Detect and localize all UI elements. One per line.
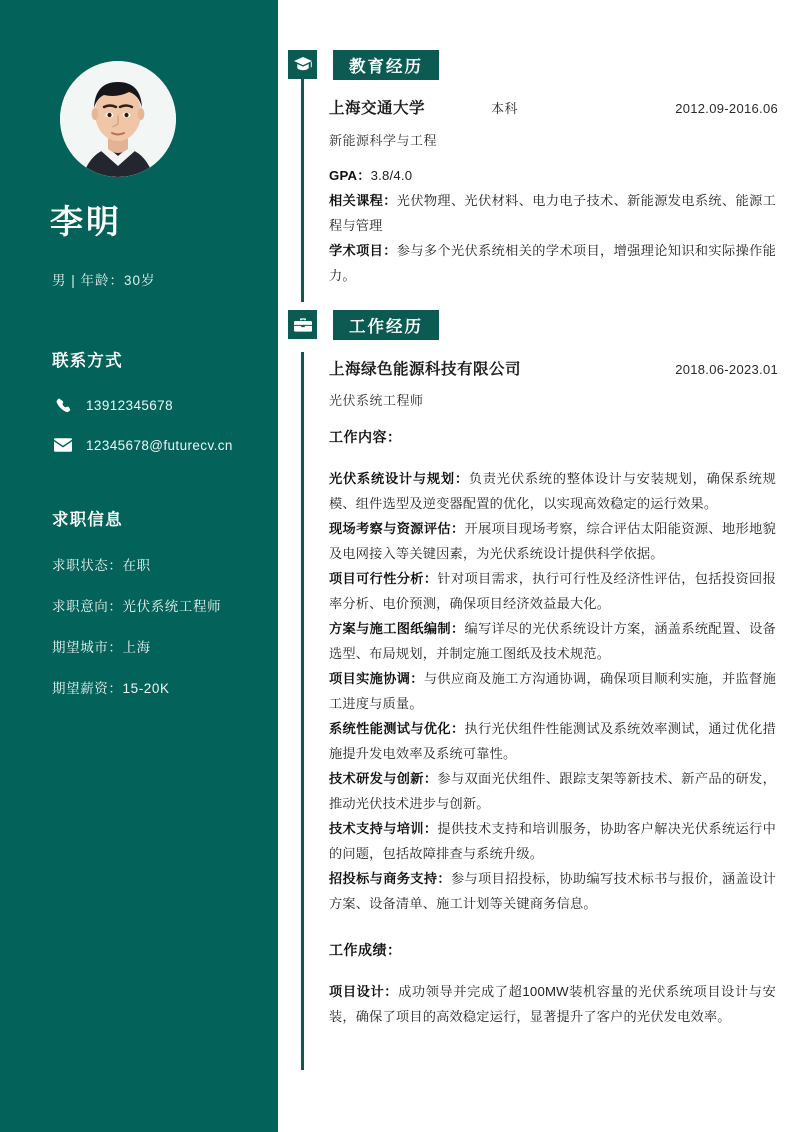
duty-item (329, 516, 776, 566)
duty-item-text: 针对项目需求，执行可行性及经济性评估，包括投资回报率分析、电价预测，确保项目经济效益最大化。 (329, 571, 776, 611)
education-details (329, 163, 776, 288)
work-details (329, 425, 776, 1029)
duty-item-label: 项目实施协调： (329, 671, 424, 686)
duty-item-label: 招投标与商务支持： (329, 871, 451, 886)
duty-item (329, 466, 776, 516)
timeline-rail-work (301, 352, 304, 1070)
duty-item-text: 开展项目现场考察，综合评估太阳能资源、地形地貌及电网接入等关键因素，为光伏系统设计提供科学依据。 (329, 521, 777, 561)
phone-icon (54, 396, 72, 414)
mail-icon (54, 436, 72, 454)
work-daterange: 2018.06-2023.01 (675, 362, 778, 377)
job-role: 光伏系统工程师 (329, 393, 424, 408)
work-entry-head (329, 357, 778, 379)
duty-item-label: 技术研发与创新： (329, 771, 438, 786)
duty-item (329, 666, 776, 716)
timeline-rail-education (301, 78, 304, 302)
section-title-work: 工作经历 (333, 310, 439, 340)
education-daterange: 2012.09-2016.06 (675, 101, 778, 116)
sidebar (0, 0, 278, 1132)
duty-item (329, 616, 776, 666)
briefcase-icon (288, 310, 317, 339)
achievements-list (329, 979, 776, 1029)
jobinfo-status: 求职状态：在职 (52, 558, 151, 573)
duty-item-label: 现场考察与资源评估： (329, 521, 465, 536)
jobinfo-intent: 求职意向：光伏系统工程师 (52, 599, 222, 614)
duty-item (329, 766, 776, 816)
achievement-item (329, 979, 776, 1029)
main-content (278, 0, 800, 1132)
duty-item (329, 716, 776, 766)
duty-item-label: 系统性能测试与优化： (329, 721, 465, 736)
gpa-label: GPA： (329, 168, 371, 183)
duty-item-text: 参与双面光伏组件、跟踪支架等新技术、新产品的研发，推动光伏技术进步与创新。 (329, 771, 776, 811)
courses-line (329, 188, 776, 238)
duties-list (329, 466, 776, 916)
page-title: 李明 (50, 203, 122, 240)
duty-item-text: 编写详尽的光伏系统设计方案，涵盖系统配置、设备选型、布局规划，并制定施工图纸及技术规范。 (329, 621, 777, 661)
avatar (60, 61, 176, 177)
duty-item-text: 与供应商及施工方沟通协调，确保项目顺利实施，并监督施工进度与质量。 (329, 671, 776, 711)
jobinfo-heading: 求职信息 (52, 511, 123, 529)
duties-heading: 工作内容： (329, 429, 402, 445)
email-value: 12345678@futurecv.cn (86, 437, 233, 453)
duty-item-text: 执行光伏组件性能测试及系统效率测试，通过优化措施提升发电效率及系统可靠性。 (329, 721, 777, 761)
courses-value: 光伏物理、光伏材料、电力电子技术、新能源发电系统、能源工程与管理 (329, 193, 777, 233)
achievement-item-label: 项目设计： (329, 984, 399, 999)
duty-item-label: 项目可行性分析： (329, 571, 438, 586)
gpa-line (329, 163, 776, 188)
gpa-value: 3.8/4.0 (370, 168, 413, 183)
contact-row-email[interactable] (54, 436, 233, 454)
projects-value: 参与多个光伏系统相关的学术项目，增强理论知识和实际操作能力。 (329, 243, 777, 283)
personal-meta: 男 | 年龄：30岁 (52, 273, 156, 288)
courses-label: 相关课程： (329, 193, 397, 208)
projects-label: 学术项目： (329, 243, 397, 258)
duty-item-text: 提供技术支持和培训服务，协助客户解决光伏系统运行中的问题，包括故障排查与系统升级。 (329, 821, 776, 861)
duty-item (329, 566, 776, 616)
contact-row-phone[interactable] (54, 396, 173, 414)
duty-item-label: 技术支持与培训： (329, 821, 438, 836)
company-name: 上海绿色能源科技有限公司 (329, 361, 522, 378)
jobinfo-salary: 期望薪资：15-20K (52, 681, 170, 696)
school-name: 上海交通大学 (329, 100, 426, 117)
jobinfo-city: 期望城市：上海 (52, 640, 151, 655)
spacer (329, 450, 776, 466)
graduation-cap-icon (288, 50, 317, 79)
projects-line (329, 238, 776, 288)
duty-item-label: 方案与施工图纸编制： (329, 621, 465, 636)
achievement-item-text: 成功领导并完成了超100MW装机容量的光伏系统项目设计与安装，确保了项目的高效稳定运行，显著提升了客户的光伏发电效率。 (329, 984, 776, 1024)
contact-heading: 联系方式 (52, 352, 123, 370)
duty-item (329, 866, 776, 916)
duty-item-label: 光伏系统设计与规划： (329, 471, 469, 486)
degree-level: 本科 (491, 101, 519, 116)
major-name: 新能源科学与工程 (329, 133, 438, 148)
spacer (329, 963, 776, 979)
achievements-heading: 工作成绩： (329, 942, 402, 958)
section-title-education: 教育经历 (333, 50, 439, 80)
duty-item (329, 816, 776, 866)
spacer (329, 916, 776, 938)
avatar-photo-icon (60, 61, 176, 177)
phone-value: 13912345678 (86, 397, 173, 413)
duty-item-text: 负责光伏系统的整体设计与安装规划，确保系统规模、组件选型及逆变器配置的优化，以实现高效稳定的运行效果。 (329, 471, 776, 511)
education-entry-head (329, 96, 778, 118)
duty-item-text: 参与项目招投标，协助编写技术标书与报价，涵盖设计方案、设备清单、施工计划等关键商务信息。 (329, 871, 776, 911)
